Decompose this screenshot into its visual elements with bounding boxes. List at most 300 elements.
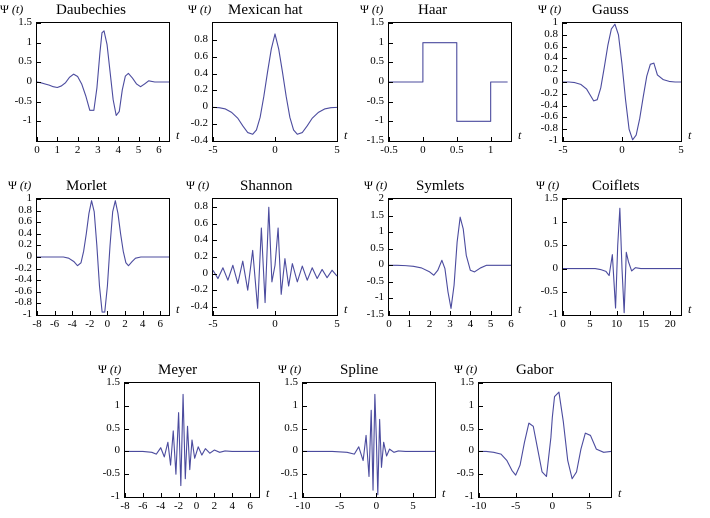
x-tick-label: -10	[295, 500, 311, 512]
panel-title-meyer: Meyer	[158, 362, 198, 378]
y-tick-mark	[37, 222, 41, 223]
y-tick-mark	[125, 451, 129, 452]
x-tick-label: -2	[174, 500, 184, 512]
x-tick-mark	[160, 311, 161, 315]
x-tick-label: -8	[120, 500, 130, 512]
y-tick-mark	[37, 245, 41, 246]
panel-title-haar: Haar	[418, 2, 448, 18]
x-tick-mark	[98, 137, 99, 141]
y-tick-label: 0.8	[544, 27, 558, 40]
y-tick-mark	[563, 269, 567, 270]
y-tick-label: 1.5	[460, 376, 474, 388]
y-tick-label: 1.5	[18, 16, 32, 28]
x-tick-label: -6	[138, 500, 148, 512]
y-tick-mark	[563, 222, 567, 223]
x-axis-label-morlet: t	[176, 302, 180, 316]
y-tick-mark	[213, 207, 217, 208]
x-tick-label: 6	[247, 500, 253, 512]
plot-area-haar	[388, 22, 512, 142]
y-tick-label: 0	[114, 444, 120, 457]
y-tick-label: -0.5	[366, 94, 384, 107]
y-tick-label: -1	[548, 308, 558, 320]
y-tick-mark	[479, 429, 483, 430]
y-tick-mark	[563, 141, 567, 142]
y-tick-label: 0	[26, 75, 32, 87]
y-tick-mark	[125, 429, 129, 430]
y-tick-label: 0.5	[18, 55, 32, 68]
y-tick-mark	[213, 74, 217, 75]
y-tick-mark	[389, 216, 393, 217]
y-tick-mark	[213, 40, 217, 41]
x-tick-label: 20	[664, 318, 676, 330]
y-tick-label: 0	[552, 75, 558, 87]
x-tick-mark	[337, 311, 338, 315]
curve-symlets	[389, 217, 511, 308]
x-tick-mark	[589, 493, 590, 497]
x-tick-label: 1	[54, 144, 61, 156]
y-tick-label: 0.2	[18, 238, 32, 251]
x-tick-label: -5	[208, 144, 218, 156]
y-tick-mark	[389, 23, 393, 24]
y-tick-mark	[563, 23, 567, 24]
x-tick-mark	[179, 493, 180, 497]
x-tick-mark	[413, 493, 414, 497]
y-tick-mark	[37, 121, 41, 122]
y-tick-mark	[389, 141, 393, 142]
y-tick-mark	[37, 303, 41, 304]
x-tick-mark	[143, 311, 144, 315]
panel-title-morlet: Morlet	[66, 178, 107, 194]
y-tick-mark	[37, 62, 41, 63]
y-tick-label: 1	[114, 398, 120, 411]
x-tick-label: -5	[335, 500, 345, 512]
y-tick-label: -0.2	[190, 117, 208, 130]
x-tick-mark	[470, 311, 471, 315]
y-tick-label: 0.8	[18, 203, 32, 216]
plot-area-spline	[302, 382, 436, 498]
y-tick-mark	[389, 102, 393, 103]
y-tick-label: 1	[552, 215, 558, 228]
y-tick-mark	[37, 211, 41, 212]
y-tick-mark	[389, 43, 393, 44]
y-tick-mark	[563, 292, 567, 293]
y-tick-label: 1.5	[370, 208, 384, 221]
x-tick-label: 5	[487, 318, 494, 330]
plot-area-meyer	[124, 382, 260, 498]
y-tick-label: 0.8	[194, 32, 208, 45]
y-tick-label: 0.5	[460, 421, 474, 434]
y-axis-label-gauss: Ψ (t)	[538, 2, 562, 16]
curve-coiflets	[563, 208, 681, 312]
x-axis-label-mexican-hat: t	[344, 128, 348, 142]
y-tick-mark	[389, 121, 393, 122]
y-tick-label: 0.5	[370, 55, 384, 68]
curve-spline	[303, 394, 435, 494]
y-tick-mark	[389, 249, 393, 250]
y-tick-mark	[389, 265, 393, 266]
y-tick-label: 1.5	[284, 376, 298, 388]
y-tick-label: 1	[378, 225, 384, 238]
x-tick-mark	[389, 311, 390, 315]
y-tick-label: -0.5	[366, 274, 384, 287]
x-tick-label: 4	[139, 318, 146, 330]
x-tick-label: 0	[420, 144, 426, 156]
y-tick-mark	[37, 23, 41, 24]
x-tick-label: 5	[586, 500, 592, 512]
y-tick-label: 0	[468, 444, 474, 457]
y-tick-label: -0.8	[14, 296, 32, 309]
panel-title-spline: Spline	[340, 362, 379, 378]
y-tick-label: 0.5	[370, 241, 384, 254]
y-tick-label: 1.5	[370, 16, 384, 28]
panel-title-shannon: Shannon	[240, 178, 293, 194]
x-tick-mark	[125, 311, 126, 315]
x-axis-label-spline: t	[442, 486, 446, 500]
y-tick-mark	[563, 106, 567, 107]
y-axis-label-symlets: Ψ (t)	[364, 178, 388, 192]
x-tick-mark	[161, 493, 162, 497]
x-tick-mark	[491, 137, 492, 141]
plot-area-morlet	[36, 198, 170, 316]
y-tick-label: -0.6	[540, 110, 558, 123]
y-tick-mark	[563, 47, 567, 48]
x-tick-mark	[491, 311, 492, 315]
x-tick-mark	[139, 137, 140, 141]
x-tick-label: 0	[193, 500, 200, 512]
panel-title-coiflets: Coiflets	[592, 178, 640, 194]
y-tick-label: -1	[22, 308, 32, 320]
y-tick-label: 0	[378, 75, 384, 87]
panel-title-gauss: Gauss	[592, 2, 629, 18]
y-tick-mark	[303, 429, 307, 430]
y-tick-mark	[563, 82, 567, 83]
y-tick-mark	[125, 383, 129, 384]
x-tick-label: 1	[406, 318, 413, 330]
x-tick-mark	[643, 311, 644, 315]
y-tick-mark	[213, 141, 217, 142]
y-tick-label: 0.6	[194, 49, 208, 62]
x-tick-mark	[107, 311, 108, 315]
y-tick-mark	[213, 274, 217, 275]
y-tick-label: -0.4	[14, 273, 32, 286]
x-tick-label: 3	[447, 318, 453, 330]
x-tick-label: 5	[135, 144, 142, 156]
curve-gabor	[479, 392, 611, 479]
x-tick-label: 0	[272, 318, 278, 330]
y-tick-label: 0.2	[194, 83, 208, 96]
y-tick-label: -0.5	[102, 467, 120, 480]
y-tick-label: 1	[468, 398, 474, 411]
panel-title-daubechies: Daubechies	[56, 2, 126, 18]
y-tick-label: 1	[552, 16, 558, 28]
y-tick-label: -1.5	[366, 308, 384, 320]
y-tick-label: 0	[202, 266, 208, 279]
y-tick-mark	[389, 82, 393, 83]
y-tick-label: -1	[288, 490, 298, 502]
x-tick-label: -4	[156, 500, 166, 512]
panel-title-symlets: Symlets	[416, 178, 465, 194]
y-tick-mark	[389, 62, 393, 63]
x-tick-mark	[552, 493, 553, 497]
x-tick-label: -5	[558, 144, 568, 156]
plot-area-gabor	[478, 382, 612, 498]
x-tick-label: 0	[560, 318, 566, 330]
y-tick-label: 1	[378, 35, 384, 48]
x-tick-mark	[617, 311, 618, 315]
x-axis-label-shannon: t	[344, 302, 348, 316]
x-tick-mark	[232, 493, 233, 497]
y-tick-label: -0.5	[540, 284, 558, 297]
x-tick-mark	[72, 311, 73, 315]
x-tick-mark	[78, 137, 79, 141]
y-tick-mark	[563, 315, 567, 316]
x-tick-label: -4	[67, 318, 77, 330]
y-tick-mark	[213, 57, 217, 58]
x-tick-mark	[213, 137, 214, 141]
y-tick-mark	[213, 224, 217, 225]
y-tick-label: -1	[374, 291, 384, 304]
y-tick-mark	[303, 406, 307, 407]
x-tick-mark	[55, 311, 56, 315]
y-tick-mark	[479, 406, 483, 407]
y-tick-label: 0	[202, 100, 208, 113]
x-tick-mark	[457, 137, 458, 141]
x-tick-label: 6	[157, 318, 163, 330]
x-tick-mark	[37, 137, 38, 141]
x-tick-label: 5	[587, 318, 593, 330]
y-tick-mark	[37, 199, 41, 200]
y-tick-label: -1	[110, 490, 120, 502]
x-tick-mark	[563, 137, 564, 141]
x-tick-label: 1	[487, 144, 494, 156]
x-tick-mark	[681, 137, 682, 141]
x-tick-label: 2	[74, 144, 81, 156]
x-tick-label: 2	[122, 318, 128, 330]
x-tick-mark	[275, 311, 276, 315]
x-tick-label: -8	[32, 318, 42, 330]
y-tick-label: 0.4	[544, 51, 558, 64]
y-tick-label: -1	[22, 114, 32, 127]
x-tick-mark	[516, 493, 517, 497]
plot-area-coiflets	[562, 198, 682, 316]
x-tick-label: 5	[678, 144, 684, 156]
y-tick-mark	[213, 107, 217, 108]
y-tick-label: 1	[292, 398, 298, 411]
x-tick-label: 0	[373, 500, 380, 512]
x-tick-label: 15	[637, 318, 649, 330]
y-axis-label-shannon: Ψ (t)	[186, 178, 210, 192]
y-tick-label: 1	[26, 192, 32, 204]
x-tick-mark	[376, 493, 377, 497]
x-tick-label: -5	[208, 318, 218, 330]
y-tick-mark	[303, 451, 307, 452]
y-tick-mark	[213, 307, 217, 308]
x-tick-label: 0	[619, 144, 625, 156]
x-tick-mark	[196, 493, 197, 497]
x-tick-mark	[214, 493, 215, 497]
y-tick-mark	[37, 315, 41, 316]
y-tick-label: -1	[464, 490, 474, 502]
y-tick-mark	[213, 240, 217, 241]
x-tick-mark	[430, 311, 431, 315]
x-tick-label: 3	[95, 144, 101, 156]
curve-meyer	[125, 394, 259, 485]
y-tick-label: 1.5	[544, 192, 558, 204]
y-tick-label: -0.5	[456, 467, 474, 480]
y-tick-mark	[479, 383, 483, 384]
x-tick-label: -2	[85, 318, 95, 330]
x-axis-label-symlets: t	[518, 302, 522, 316]
x-axis-label-gauss: t	[688, 128, 692, 142]
y-tick-label: 0.6	[544, 39, 558, 52]
x-tick-mark	[590, 311, 591, 315]
x-axis-label-coiflets: t	[688, 302, 692, 316]
x-tick-mark	[450, 311, 451, 315]
x-tick-label: 0	[272, 144, 278, 156]
x-tick-mark	[340, 493, 341, 497]
x-tick-label: 6	[508, 318, 514, 330]
plot-area-mexican-hat	[212, 22, 338, 142]
x-tick-mark	[670, 311, 671, 315]
x-tick-mark	[303, 493, 304, 497]
x-tick-label: -10	[471, 500, 487, 512]
plot-area-symlets	[388, 198, 512, 316]
y-tick-mark	[213, 257, 217, 258]
y-tick-label: -0.4	[190, 134, 208, 146]
y-tick-mark	[303, 497, 307, 498]
y-tick-mark	[389, 199, 393, 200]
x-tick-mark	[563, 311, 564, 315]
x-tick-label: 5	[410, 500, 416, 512]
plot-area-shannon	[212, 198, 338, 316]
y-tick-mark	[37, 82, 41, 83]
x-tick-label: 2	[211, 500, 218, 512]
x-tick-mark	[57, 137, 58, 141]
x-tick-mark	[125, 493, 126, 497]
y-tick-label: 0.5	[106, 421, 120, 434]
x-axis-label-haar: t	[518, 128, 522, 142]
y-axis-label-daubechies: Ψ (t)	[0, 2, 24, 16]
y-axis-label-mexican-hat: Ψ (t)	[188, 2, 212, 16]
y-tick-mark	[389, 282, 393, 283]
x-tick-label: 0	[549, 500, 556, 512]
y-tick-label: -0.5	[14, 94, 32, 107]
y-tick-label: -0.8	[540, 122, 558, 135]
y-axis-label-coiflets: Ψ (t)	[536, 178, 560, 192]
x-axis-label-meyer: t	[266, 486, 270, 500]
curve-morlet	[37, 201, 169, 312]
panel-title-gabor: Gabor	[516, 362, 554, 378]
y-tick-mark	[125, 497, 129, 498]
y-tick-mark	[37, 234, 41, 235]
curve-haar	[389, 43, 508, 122]
y-tick-mark	[37, 257, 41, 258]
x-axis-label-daubechies: t	[176, 128, 180, 142]
y-tick-mark	[563, 94, 567, 95]
y-tick-mark	[563, 117, 567, 118]
y-tick-label: 1	[26, 35, 32, 48]
x-tick-mark	[511, 311, 512, 315]
y-tick-label: -0.2	[190, 283, 208, 296]
y-tick-mark	[563, 245, 567, 246]
x-tick-mark	[423, 137, 424, 141]
x-tick-label: 4	[229, 500, 235, 512]
y-tick-mark	[563, 199, 567, 200]
x-tick-label: 5	[334, 318, 340, 330]
y-tick-label: 2	[378, 192, 384, 204]
x-tick-mark	[337, 137, 338, 141]
curve-gauss	[563, 24, 681, 140]
y-axis-label-spline: Ψ (t)	[278, 362, 302, 376]
y-axis-label-haar: Ψ (t)	[360, 2, 384, 16]
y-tick-label: -0.4	[190, 299, 208, 312]
plot-area-gauss	[562, 22, 682, 142]
x-tick-label: 10	[611, 318, 623, 330]
x-tick-label: 0	[386, 318, 392, 330]
y-tick-label: 0.4	[18, 226, 32, 239]
y-axis-label-gabor: Ψ (t)	[454, 362, 478, 376]
x-tick-mark	[213, 311, 214, 315]
curve-shannon	[213, 207, 337, 308]
y-axis-label-morlet: Ψ (t)	[8, 178, 32, 192]
y-tick-label: -1	[548, 134, 558, 146]
x-tick-mark	[37, 311, 38, 315]
y-tick-mark	[213, 290, 217, 291]
y-tick-mark	[389, 315, 393, 316]
x-tick-mark	[159, 137, 160, 141]
y-tick-mark	[479, 474, 483, 475]
x-tick-mark	[143, 493, 144, 497]
x-tick-label: 4	[115, 144, 121, 156]
x-tick-mark	[389, 137, 390, 141]
x-tick-mark	[250, 493, 251, 497]
y-tick-mark	[303, 383, 307, 384]
y-tick-mark	[37, 102, 41, 103]
plot-area-daubechies	[36, 22, 170, 142]
x-tick-label: 6	[156, 144, 162, 156]
x-tick-mark	[275, 137, 276, 141]
y-tick-label: 0	[26, 250, 32, 262]
y-tick-mark	[563, 35, 567, 36]
y-tick-mark	[563, 58, 567, 59]
y-tick-mark	[389, 298, 393, 299]
y-tick-mark	[37, 292, 41, 293]
y-tick-label: -0.2	[540, 86, 558, 99]
y-tick-mark	[37, 269, 41, 270]
x-tick-label: 4	[467, 318, 474, 330]
y-tick-label: 0.4	[194, 66, 208, 79]
y-tick-mark	[213, 90, 217, 91]
y-tick-mark	[479, 497, 483, 498]
y-tick-label: 0	[292, 444, 298, 457]
y-tick-label: 0	[552, 261, 558, 274]
y-tick-label: -0.4	[540, 98, 558, 111]
x-tick-label: 0.5	[449, 144, 464, 156]
y-tick-label: 1.5	[106, 376, 120, 388]
x-tick-label: 0	[34, 144, 40, 156]
y-tick-mark	[37, 280, 41, 281]
y-tick-label: 0	[378, 258, 384, 271]
x-tick-label: -5	[511, 500, 521, 512]
x-tick-mark	[479, 493, 480, 497]
y-tick-label: 0.2	[544, 63, 558, 76]
y-tick-label: 0.6	[194, 216, 208, 229]
x-tick-label: 5	[334, 144, 340, 156]
y-tick-label: 0.8	[194, 200, 208, 213]
x-tick-label: 0	[104, 318, 111, 330]
y-axis-label-meyer: Ψ (t)	[98, 362, 122, 376]
y-tick-mark	[37, 43, 41, 44]
